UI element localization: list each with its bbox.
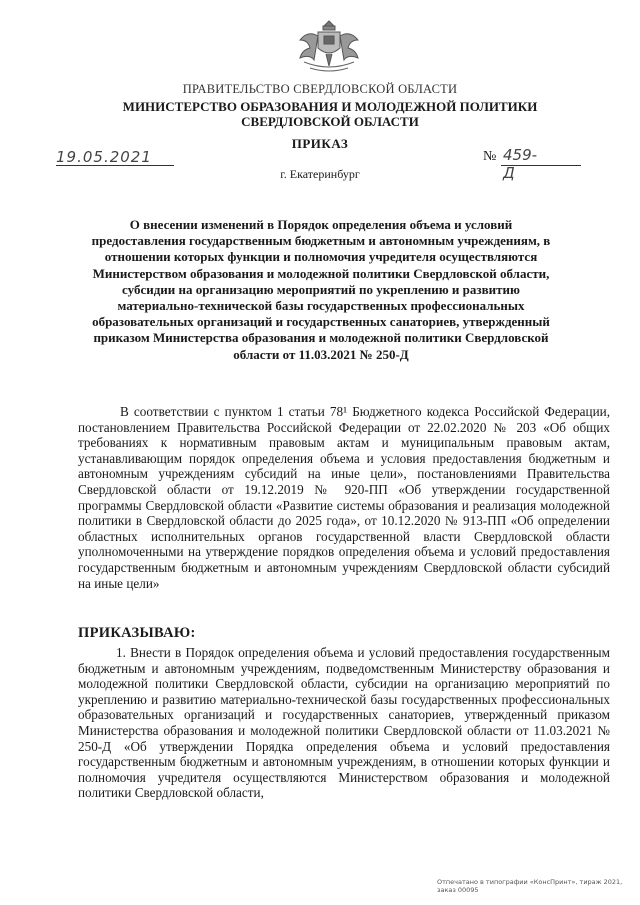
document-type: ПРИКАЗ (291, 136, 349, 151)
item-1-paragraph: 1. Внести в Порядок определения объема и условий предоставления государственным бюджетным и автономным учреждениям, подведомственным Министерству образования и молодежной политики Свердловской области, субсидии на организацию мероприятий по укреплению и развитию материально-технической базы государственных профессиональных образовательных организаций и государственных санаториев, утвержденный приказом Министерства образования и молодежной политики Свердловской области от 11.03.2021 № 250-Д «Об утверждении Порядка определения объема и условий предоставления государственным бюджетным и автономным учреждениям, в отношении которых функции и полномочия учредителя осуществляются Министерством образования и молодежной политики Свердловской области, (78, 645, 610, 801)
order-date: 19.05.2021 (56, 148, 152, 166)
preamble-paragraph: В соответствии с пунктом 1 статьи 78¹ Бюджетного кодекса Российской Федерации, постановлением Правительства Российской Федерации от 22.02.2020 № 203 «Об общих требованиях к нормативным правовым актам и муниципальным правовым актам, устанавливающим порядок определения объема и условия предоставления бюджетным и автономным учреждениям субсидий на иные цели», постановлениями Правительства Свердловской области от 19.12.2019 № 920-ПП «Об утверждении государственной программы Свердловской области «Развитие системы образования и реализация молодежной политики в Свердловской области до 2025 года», от 10.12.2020 № 913-ПП «Об определении областных исполнительных органов государственной власти Свердловской области уполномоченными на утверждение порядков определения объема и условий предоставления государственным бюджетным и автономным учреждениям Свердловской области субсидий на иные цели» (78, 404, 610, 591)
coat-of-arms-emblem (296, 18, 362, 74)
order-verdict: ПРИКАЗЫВАЮ: (78, 625, 196, 641)
ministry-name: МИНИСТЕРСТВО ОБРАЗОВАНИЯ И МОЛОДЕЖНОЙ ПОЛИТИКИ СВЕРДЛОВСКОЙ ОБЛАСТИ (122, 99, 538, 129)
city-name: г. Екатеринбург (280, 167, 360, 181)
number-sign: № (483, 149, 497, 164)
government-name: ПРАВИТЕЛЬСТВО СВЕРДЛОВСКОЙ ОБЛАСТИ (182, 82, 458, 96)
print-footnote: Отпечатано в типографии «КонсПринт», тираж 2021, заказ 00095 (437, 878, 623, 894)
date-underline (56, 165, 174, 166)
order-heading: О внесении изменений в Порядок определения объема и условий предоставления государственным бюджетным и автономным учреждениям, в отношении которых функции и полномочия учредителя осуществляются Министерством образования и молодежной политики Свердловской области, субсидии на организацию мероприятий по укреплению и развитию материально-технической базы государственных профессиональных образовательных организаций и государственных санаториев, утвержденный приказом Министерства образования и молодежной политики Свердловской области от 11.03.2021 № 250-Д (91, 217, 551, 362)
number-underline (501, 165, 581, 166)
order-number: 459-Д (503, 146, 538, 182)
